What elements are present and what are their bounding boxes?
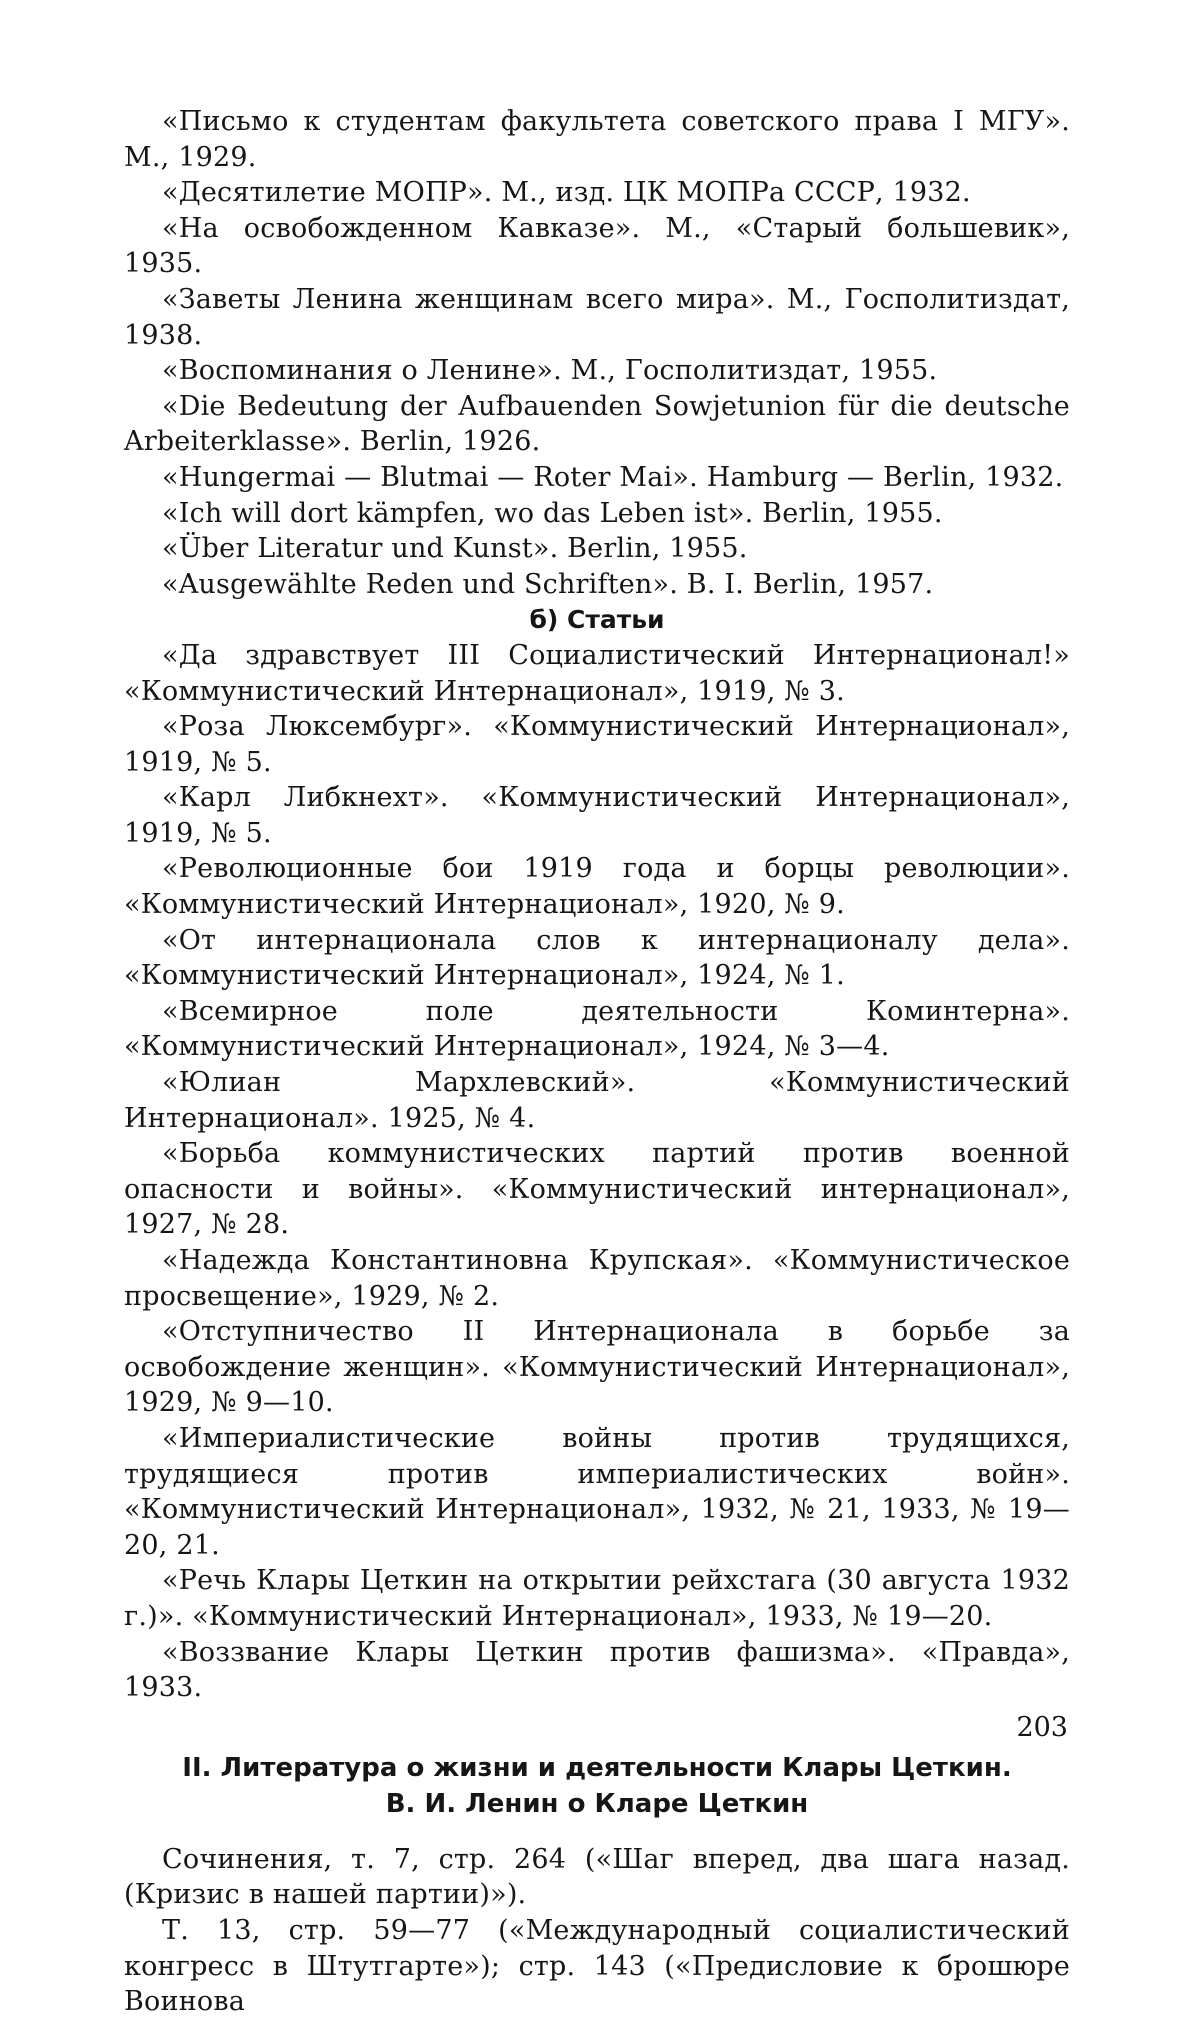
article-entry: «Юлиан Мархлевский». «Коммунистический Интернационал». 1925, № 4. (124, 1067, 1070, 1134)
book-entry: «Ausgewählte Reden und Schriften». B. I. Berlin, 1957. (162, 568, 934, 600)
article-entry: «Карл Либкнехт». «Коммунистический Интернационал», 1919, № 5. (124, 782, 1070, 849)
article-entry: «Всемирное поле деятельности Коминтерна». «Коммунистический Интернационал», 1924, № 3—4. (124, 995, 1070, 1063)
articles-heading: б) Статьи (529, 605, 665, 635)
article-entry: «Революционные бои 1919 года и борцы революции». «Коммунистический Интернационал», 1920, № 9. (124, 853, 1070, 921)
section-title (124, 1750, 1070, 1822)
bibliography-books (124, 104, 1070, 602)
work-entry: Сочинения, т. 7, стр. 264 («Шаг вперед, два шага назад. (Кризис в нашей партии)»). (124, 1843, 1070, 1911)
page-number: 203 (1016, 1712, 1068, 1743)
book-entry: «Die Bedeutung der Aufbauenden Sowjetunion für die deutsche Arbeiterklasse». Berlin, 1926. (124, 390, 1070, 458)
article-entry: «Борьба коммунистических партий против военной опасности и войны». «Коммунистический интернационал», 1927, № 28. (124, 1138, 1070, 1241)
article-entry: «Империалистические войны против трудящихся, трудящиеся против империалистических войн». «Коммунистический Интернационал», 1932, № 21, 1933, № 19—20, 21. (124, 1422, 1070, 1561)
book-entry: «Hungermai — Blutmai — Roter Mai». Hamburg — Berlin, 1932. (162, 461, 1064, 493)
article-entry: «Роза Люксембург». «Коммунистический Интернационал», 1919, № 5. (124, 711, 1070, 778)
article-entry: «Надежда Константиновна Крупская». «Коммунистическое просвещение», 1929, № 2. (124, 1245, 1070, 1312)
article-entry: «Отступничество II Интернационала в борьбе за освобождение женщин». «Коммунистический Интернационал», 1929, № 9—10. (124, 1316, 1070, 1419)
page-body (124, 104, 1070, 2020)
book-entry: «Письмо к студентам факультета советского права I МГУ». М., 1929. (124, 106, 1070, 173)
article-entry: «Воззвание Клары Цеткин против фашизма». «Правда», 1933. (124, 1636, 1070, 1704)
book-entry: «Ich will dort kämpfen, wo das Leben ist». Berlin, 1955. (162, 497, 943, 529)
article-entry: «Речь Клары Цеткин на открытии рейхстага (30 августа 1932 г.)». «Коммунистический Интернационал», 1933, № 19—20. (124, 1565, 1070, 1632)
book-entry: «Десятилетие МОПР». М., изд. ЦК МОПРа СССР, 1932. (162, 177, 971, 209)
book-entry: «Воспоминания о Ленине». М., Госполитиздат, 1955. (162, 355, 938, 387)
article-entry: «Да здравствует III Социалистический Интернационал!» «Коммунистический Интернационал», 1919, № 3. (124, 639, 1070, 707)
bibliography-articles (124, 638, 1070, 1706)
work-entry: Т. 13, стр. 59—77 («Международный социалистический конгресс в Штутгарте»); стр. 143 («Предисловие к брошюре Воинова (124, 1914, 1070, 2018)
section-title-line: II. Литература о жизни и деятельности Клары Цеткин. (182, 1752, 1012, 1783)
article-entry: «От интернационала слов к интернационалу дела». «Коммунистический Интернационал», 1924, № 1. (124, 924, 1070, 992)
book-entry: «Заветы Ленина женщинам всего мира». М., Госполитиздат, 1938. (124, 283, 1070, 351)
section-title-line: В. И. Ленин о Кларе Цеткин (385, 1788, 809, 1819)
book-entry: «Über Literatur und Kunst». Berlin, 1955. (162, 533, 748, 565)
lenin-works-list (124, 1842, 1070, 2020)
book-entry: «На освобожденном Кавказе». М., «Старый большевик», 1935. (124, 212, 1070, 280)
